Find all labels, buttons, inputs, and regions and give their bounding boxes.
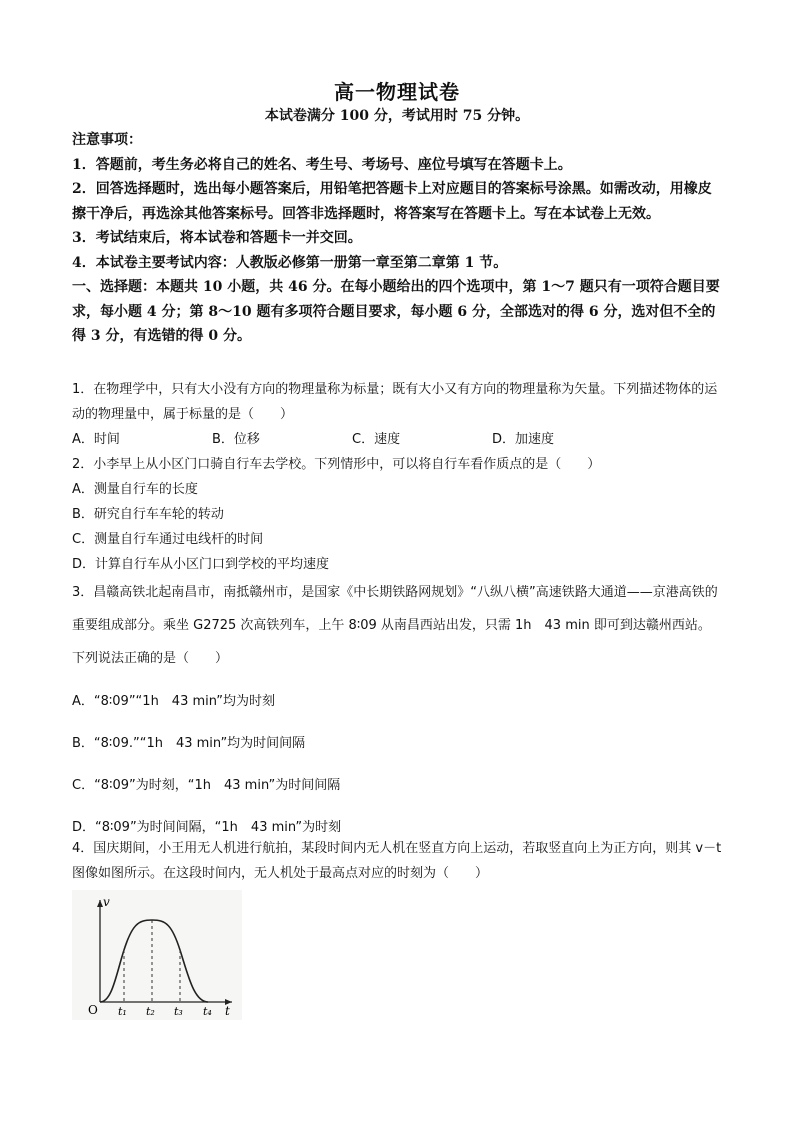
tick-label-t1: t₁ xyxy=(118,1005,127,1018)
option-d: D．“8∶09”为时间间隔，“1h 43 min”为时刻 xyxy=(72,820,342,835)
section-instructions: 一、选择题：本题共 10 小题，共 46 分。在每小题给出的四个选项中，第 1～7 题只有一项符合题目要求，每小题 4 分；第 8～10 题有多项符合题目要求，每小题 6 分，全部选对的得 6 分，选对但不全的得 3 分，有选错的得 0 分。 xyxy=(72,279,720,344)
tick-label-t4: t₄ xyxy=(203,1005,212,1018)
page-title: 高一物理试卷 xyxy=(334,80,460,104)
notice-item: 1．答题前，考生务必将自己的姓名、考生号、考场号、座位号填写在答题卡上。 xyxy=(72,156,572,173)
question-stem: 3．昌赣高铁北起南昌市，南抵赣州市，是国家《中长期铁路网规划》“八纵八横”高速铁路大通道——京港高铁的重要组成部分。乘坐 G2725 次高铁列车，上午 8∶09 从南昌西站出发，只需 1h 43 min 即可到达赣州西站。下列说法正确的是（ ） xyxy=(72,585,718,666)
question-2 xyxy=(72,452,722,577)
notice-section xyxy=(72,128,722,349)
question-1 xyxy=(72,377,722,452)
notice-item: 2．回答选择题时，选出每小题答案后，用铅笔把答题卡上对应题目的答案标号涂黑。如需改动，用橡皮擦干净后，再选涂其他答案标号。回答非选择题时，将答案写在答题卡上。写在本试卷上无效。 xyxy=(72,181,712,222)
v-t-graph xyxy=(72,890,242,1020)
option-d: D．加速度 xyxy=(492,432,555,447)
origin-label: O xyxy=(88,1003,98,1017)
question-stem: 4．国庆期间，小王用无人机进行航拍，某段时间内无人机在竖直方向上运动，若取竖直向上为正方向，则其 v－t 图像如图所示。在这段时间内，无人机处于最高点对应的时刻为（ ） xyxy=(72,841,722,881)
notice-item: 3．考试结束后，将本试卷和答题卡一并交回。 xyxy=(72,230,362,246)
option-row xyxy=(72,427,722,452)
option-c: C．速度 xyxy=(352,432,401,447)
option-b: B．位移 xyxy=(212,432,260,447)
option-a: A．时间 xyxy=(72,432,120,447)
option-a: A．“8∶09”“1h 43 min”均为时刻 xyxy=(72,694,276,709)
question-stem: 1．在物理学中，只有大小没有方向的物理量称为标量；既有大小又有方向的物理量称为矢量。下列描述物体的运动的物理量中，属于标量的是（ ） xyxy=(72,382,718,422)
question-3 xyxy=(72,576,722,844)
option-a: A．测量自行车的长度 xyxy=(72,482,198,497)
x-axis-label: t xyxy=(225,1004,230,1018)
notice-item: 4．本试卷主要考试内容：人教版必修第一册第一章至第二章第 1 节。 xyxy=(72,254,508,271)
option-c: C．测量自行车通过电线杆的时间 xyxy=(72,532,264,547)
tick-label-t3: t₃ xyxy=(174,1005,183,1018)
y-axis-label: v xyxy=(103,895,110,909)
question-stem: 2．小李早上从小区门口骑自行车去学校。下列情形中，可以将自行车看作质点的是（ ） xyxy=(72,457,601,472)
tick-label-t2: t₂ xyxy=(146,1005,155,1018)
option-c: C．“8∶09”为时刻，“1h 43 min”为时间间隔 xyxy=(72,778,341,793)
question-4 xyxy=(72,836,722,886)
notice-heading: 注意事项： xyxy=(72,132,142,148)
graph-background xyxy=(72,890,242,1020)
option-b: B．研究自行车车轮的转动 xyxy=(72,507,224,522)
option-d: D．计算自行车从小区门口到学校的平均速度 xyxy=(72,557,330,572)
option-b: B．“8∶09.”“1h 43 min”均为时间间隔 xyxy=(72,736,306,751)
exam-subtitle: 本试卷满分 100 分，考试用时 75 分钟。 xyxy=(264,108,530,124)
